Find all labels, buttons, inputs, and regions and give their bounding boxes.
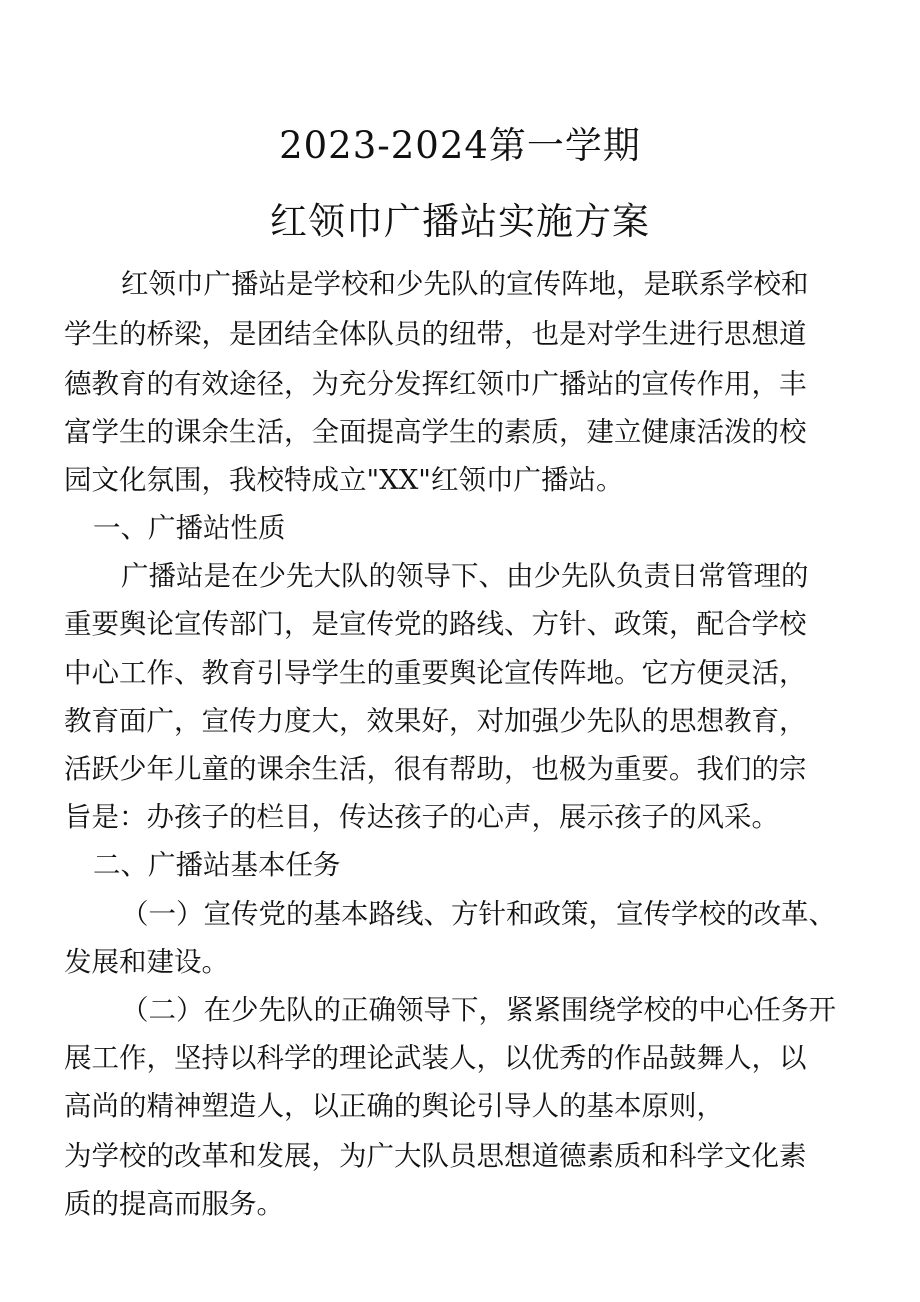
task-two-line: 为学校的改革和发展，为广大队员思想道德素质和科学文化素	[64, 1140, 807, 1172]
nature-paragraph-line: 旨是：办孩子的栏目，传达孩子的心声，展示孩子的风采。	[64, 801, 779, 833]
nature-paragraph-line: 教育面广，宣传力度大，效果好，对加强少先队的思想教育，	[64, 705, 807, 737]
nature-paragraph-line: 活跃少年儿童的课余生活，很有帮助，也极为重要。我们的宗	[64, 753, 807, 785]
document-title-semester: 2023-2024第一学期	[279, 124, 641, 167]
intro-paragraph-line: 富学生的课余生活，全面提高学生的素质，建立健康活泼的校	[64, 416, 807, 448]
document-title-plan: 红领巾广播站实施方案	[270, 200, 650, 243]
task-two-line: 高尚的精神塑造人，以正确的舆论引导人的基本原则，	[64, 1090, 724, 1122]
task-two-line: 展工作，坚持以科学的理论武装人，以优秀的作品鼓舞人，以	[64, 1042, 807, 1074]
task-one-line: （一）宣传党的基本路线、方针和政策，宣传学校的改革、	[121, 898, 836, 930]
nature-paragraph-line: 中心工作、教育引导学生的重要舆论宣传阵地。它方便灵活，	[64, 657, 807, 689]
section-heading-nature: 一、广播站性质	[93, 512, 286, 544]
intro-paragraph-line: 红领巾广播站是学校和少先队的宣传阵地，是联系学校和	[121, 268, 809, 300]
task-one-line: 发展和建设。	[64, 946, 229, 978]
task-two-line: （二）在少先队的正确领导下，紧紧围绕学校的中心任务开	[121, 994, 836, 1026]
nature-paragraph-line: 重要舆论宣传部门，是宣传党的路线、方针、政策，配合学校	[64, 608, 807, 640]
intro-paragraph-line: 学生的桥梁，是团结全体队员的纽带，也是对学生进行思想道	[64, 318, 807, 350]
task-two-line: 质的提高而服务。	[64, 1188, 284, 1220]
nature-paragraph-line: 广播站是在少先大队的领导下、由少先队负责日常管理的	[121, 560, 809, 592]
intro-paragraph-line: 园文化氛围，我校特成立"XX"红领巾广播站。	[64, 464, 624, 496]
section-heading-tasks: 二、广播站基本任务	[93, 849, 341, 881]
intro-paragraph-line: 德教育的有效途径，为充分发挥红领巾广播站的宣传作用，丰	[64, 368, 807, 400]
